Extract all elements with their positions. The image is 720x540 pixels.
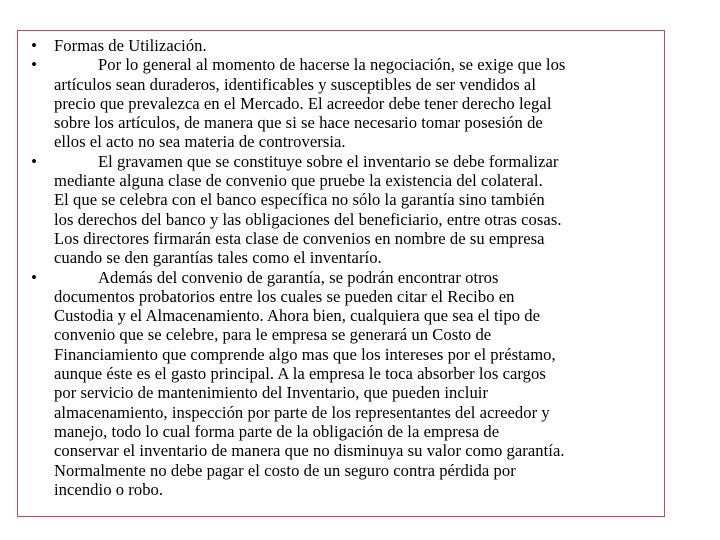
paragraph-line: conservar el inventario de manera que no disminuya su valor como garantía. <box>54 441 565 461</box>
bullet-item-paragraph <box>28 152 668 268</box>
paragraph-line: sobre los artículos, de manera que si se hace necesario tomar posesión de <box>54 113 543 133</box>
paragraph-line: Financiamiento que comprende algo mas que los intereses por el préstamo, <box>54 344 556 364</box>
bullet-dot: • <box>31 55 37 75</box>
bullet-dot: • <box>31 36 37 55</box>
paragraph-line: mediante alguna clase de convenio que pruebe la existencia del colateral. <box>54 171 543 191</box>
paragraph-line: Por lo general al momento de hacerse la negociación, se exige que los <box>98 55 566 75</box>
paragraph-line: documentos probatorios entre los cuales se pueden citar el Recibo en <box>54 286 515 306</box>
paragraph-line: incendio o robo. <box>54 479 164 499</box>
paragraph-line: El gravamen que se constituye sobre el inventario se debe formalizar <box>98 151 559 171</box>
paragraph-line: manejo, todo lo cual forma parte de la obligación de la empresa de <box>54 421 500 441</box>
paragraph-line: aunque éste es el gasto principal. A la empresa le toca absorber los cargos <box>54 364 546 384</box>
paragraph-line: almacenamiento, inspección por parte de los representantes del acreedor y <box>54 402 550 422</box>
paragraph-line: por servicio de mantenimiento del Inventario, que pueden incluir <box>54 383 489 403</box>
paragraph-line: los derechos del banco y las obligaciones del beneficiario, entre otras cosas. <box>54 209 562 229</box>
bullet-item-heading <box>28 36 668 55</box>
paragraph-line: Los directores firmarán esta clase de convenios en nombre de su empresa <box>54 228 545 248</box>
bullet-item-paragraph <box>28 55 668 151</box>
heading-text: Formas de Utilización. <box>54 36 207 55</box>
paragraph-line: Además del convenio de garantía, se podrán encontrar otros <box>98 267 499 287</box>
bullet-item-paragraph <box>28 268 668 500</box>
paragraph-line: Custodia y el Almacenamiento. Ahora bien, cualquiera que sea el tipo de <box>54 306 540 326</box>
paragraph-line: artículos sean duraderos, identificables y susceptibles de ser vendidos al <box>54 74 537 94</box>
bullet-dot: • <box>31 151 37 171</box>
paragraph-line: convenio que se celebre, para le empresa se generará un Costo de <box>54 325 492 345</box>
paragraph-line: cuando se den garantías tales como el inventarío. <box>54 248 382 268</box>
paragraph-line: El que se celebra con el banco específica no sólo la garantía sino también <box>54 190 545 210</box>
bullet-dot: • <box>31 267 37 287</box>
bullet-list <box>28 36 668 499</box>
paragraph-line: Normalmente no debe pagar el costo de un seguro contra pérdida por <box>54 460 516 480</box>
paragraph-line: precio que prevalezca en el Mercado. El acreedor debe tener derecho legal <box>54 93 552 113</box>
paragraph-line: ellos el acto no sea materia de controversia. <box>54 132 346 152</box>
